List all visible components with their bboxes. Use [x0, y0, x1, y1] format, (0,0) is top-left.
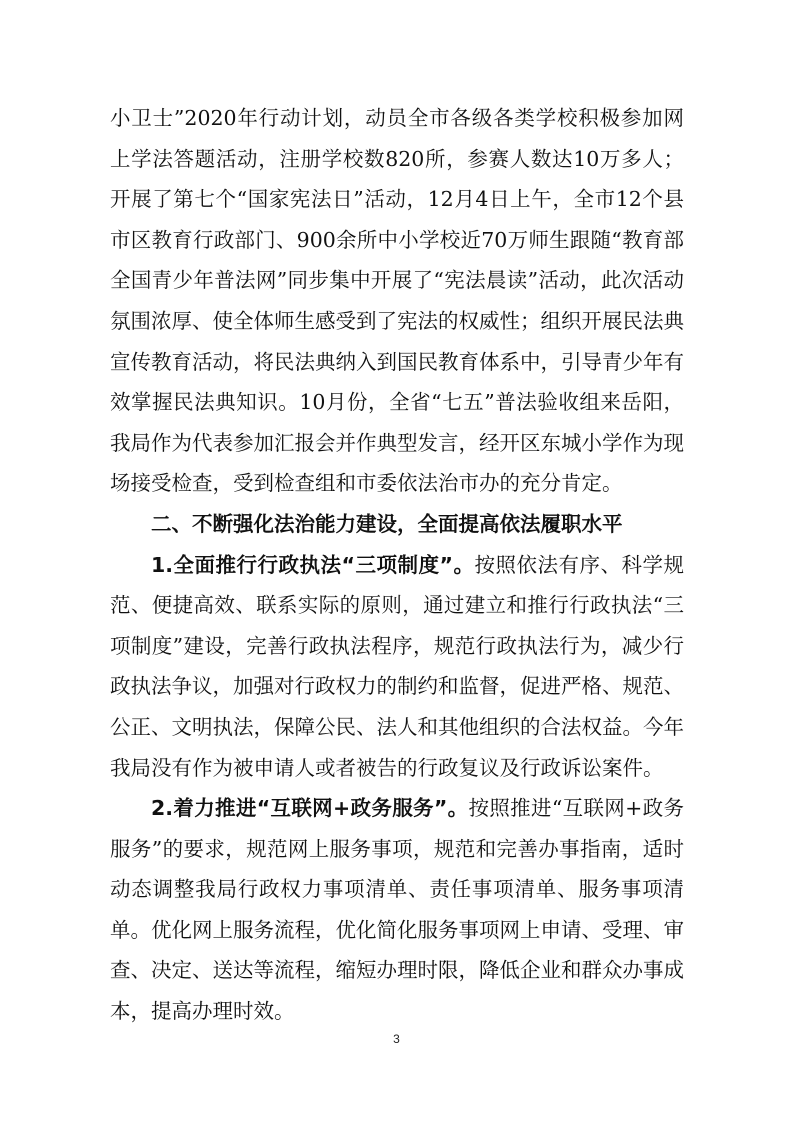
item-title: 2.着力推进“互联网+政务服务”。 — [151, 796, 469, 821]
section-heading: 二、不断强化法治能力建设，全面提高依法履职水平 — [151, 511, 623, 536]
document-page — [110, 98, 684, 1032]
item-paragraph — [110, 545, 684, 789]
body-paragraph: 小卫士”2020年行动计划，动员全市各级各类学校积极参加网上学法答题活动，注册学校数820所，参赛人数达10万多人；开展了第七个“国家宪法日”活动，12月4日上午，全市12个县市区教育行政部门、900余所中小学校近70万师生跟随“教育部全国青少年普法网”同步集中开展了“宪法晨读”活动，此次活动氛围浓厚、使全体师生感受到了宪法的权威性；组织开展民法典宣传教育活动，将民法典纳入到国民教育体系中，引导青少年有效掌握民法典知识。10月份，全省“七五”普法验收组来岳阳，我局作为代表参加汇报会并作典型发言，经开区东城小学作为现场接受检查，受到检查组和市委依法治市办的充分肯定。 — [110, 106, 684, 496]
item-title: 1.全面推行行政执法“三项制度”。 — [151, 552, 475, 577]
item-body: 按照依法有序、科学规范、便捷高效、联系实际的原则，通过建立和推行行政执法“三项制度”建设，完善行政执法程序，规范行政执法行为，减少行政执法争议，加强对行政权力的制约和监督，促进严格、规范、公正、文明执法，保障公民、法人和其他组织的合法权益。今年我局没有作为被申请人或者被告的行政复议及行政诉讼案件。 — [110, 552, 684, 780]
item-paragraph — [110, 788, 684, 1032]
page-number: 3 — [393, 1032, 400, 1046]
item-body: 按照推进“互联网+政务服务”的要求，规范网上服务事项，规范和完善办事指南，适时动态调整我局行政权力事项清单、责任事项清单、服务事项清单。优化网上服务流程，优化简化服务事项网上申请、受理、审查、决定、送达等流程，缩短办理时限，降低企业和群众办事成本，提高办理时效。 — [110, 796, 684, 1024]
